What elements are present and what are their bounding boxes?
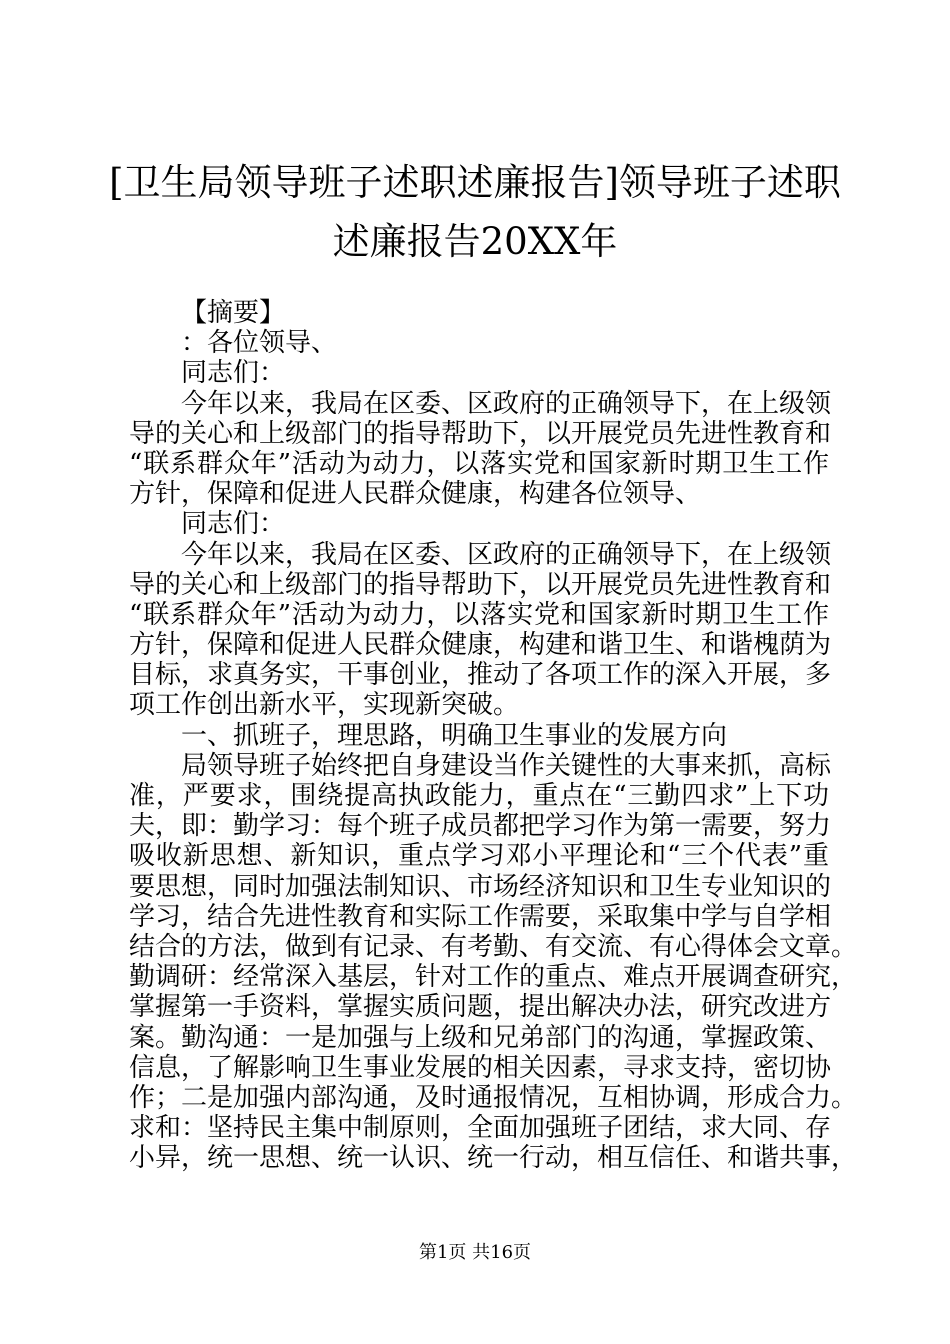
paragraph-line: 吸收新思想、新知识，重点学习邓小平理论和“三个代表”重 — [129, 841, 829, 872]
paragraph-line: 作；二是加强内部沟通，及时通报情况，互相协调，形成合力。 — [129, 1082, 858, 1113]
document-body — [129, 298, 858, 1174]
paragraph-line: “联系群众年”活动为动力，以落实党和国家新时期卫生工作 — [129, 599, 829, 630]
paragraph-line: 导的关心和上级部门的指导帮助下，以开展党员先进性教育和 — [129, 418, 832, 449]
paragraph-line: 求和：坚持民主集中制原则，全面加强班子团结，求大同、存 — [129, 1113, 832, 1144]
salutation-line: 同志们： — [181, 358, 286, 389]
paragraph-line: 局领导班子始终把自身建设当作关键性的大事来抓，高标 — [181, 750, 832, 781]
paragraph-line: 结合的方法，做到有记录、有考勤、有交流、有心得体会文章。 — [129, 931, 858, 962]
paragraph-line: 信息，了解影响卫生事业发展的相关因素，寻求支持，密切协 — [129, 1052, 832, 1083]
paragraph-line: 案。勤沟通：一是加强与上级和兄弟部门的沟通，掌握政策、 — [129, 1022, 832, 1053]
paragraph-line: 导的关心和上级部门的指导帮助下，以开展党员先进性教育和 — [129, 569, 832, 600]
paragraph-line: 项工作创出新水平，实现新突破。 — [129, 690, 520, 721]
paragraph-line: 方针，保障和促进人民群众健康，构建各位领导、 — [129, 479, 702, 510]
document-title-line-2: 述廉报告20XX年 — [332, 220, 618, 263]
paragraph-line: 方针，保障和促进人民群众健康，构建和谐卫生、和谐槐荫为 — [129, 630, 832, 661]
paragraph-line: 准，严要求，围绕提高执政能力，重点在“三勤四求”上下功 — [129, 781, 829, 811]
paragraph-line: 目标，求真务实，干事创业，推动了各项工作的深入开展，多 — [129, 660, 832, 691]
paragraph-line: 学习，结合先进性教育和实际工作需要，采取集中学与自学相 — [129, 901, 832, 932]
paragraph-line: 今年以来，我局在区委、区政府的正确领导下，在上级领 — [181, 388, 832, 419]
paragraph-line: 勤调研：经常深入基层，针对工作的重点、难点开展调查研究， — [129, 962, 858, 993]
page-footer: 第1页 共16页 — [418, 1242, 532, 1263]
salutation-line: ：各位领导、 — [181, 328, 338, 359]
paragraph-line: 小异，统一思想、统一认识、统一行动，相互信任、和谐共事， — [129, 1143, 858, 1174]
document-title-line-1: [卫生局领导班子述职述廉报告]领导班子述职 — [109, 161, 841, 204]
paragraph-line: 要思想，同时加强法制知识、市场经济知识和卫生专业知识的 — [129, 871, 832, 902]
paragraph-line: “联系群众年”活动为动力，以落实党和国家新时期卫生工作 — [129, 448, 829, 479]
salutation-line: 同志们： — [181, 509, 286, 540]
abstract-label: 【摘要】 — [181, 298, 286, 328]
paragraph-line: 掌握第一手资料，掌握实质问题，提出解决办法，研究改进方 — [129, 992, 832, 1023]
paragraph-line: 今年以来，我局在区委、区政府的正确领导下，在上级领 — [181, 539, 832, 570]
section-heading: 一、抓班子，理思路，明确卫生事业的发展方向 — [181, 720, 728, 751]
paragraph-line: 夫，即：勤学习：每个班子成员都把学习作为第一需要，努力 — [129, 811, 832, 842]
